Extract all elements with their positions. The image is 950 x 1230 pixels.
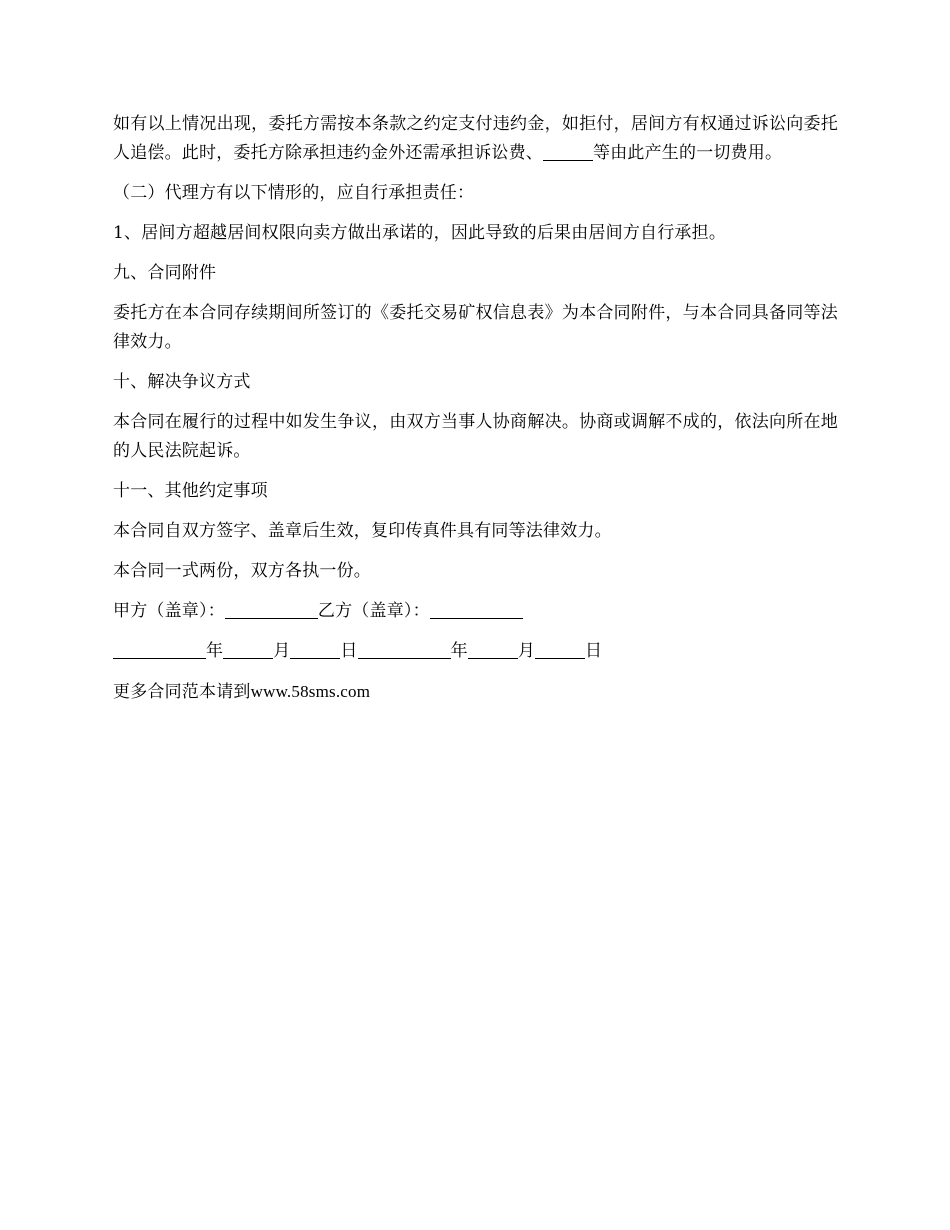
party-b-day-field[interactable]: [535, 640, 585, 659]
attachment-paragraph: 委托方在本合同存续期间所签订的《委托交易矿权信息表》为本合同附件，与本合同具备同等法律效力。: [113, 303, 838, 352]
party-b-seal-field[interactable]: [430, 600, 523, 619]
party-a-year-field[interactable]: [113, 640, 206, 659]
liability-item-1: 1、居间方超越居间权限向卖方做出承诺的，因此导致的后果由居间方自行承担。: [113, 223, 727, 243]
fee-blank-field[interactable]: [543, 142, 593, 161]
party-b-month-field[interactable]: [468, 640, 518, 659]
party-a-seal-field[interactable]: [225, 600, 318, 619]
year-label: 年: [206, 641, 224, 661]
party-b-year-field[interactable]: [358, 640, 451, 659]
penalty-text-start: 如有以上情况出现，委托方需按本条款之约定支付违约金，如拒付，居间方有权通过诉讼向委托人追偿。此时，委托方除承担违约金外还需承担诉讼费、: [113, 114, 838, 163]
footer-link[interactable]: www.58sms.com: [250, 682, 371, 701]
year-label: 年: [450, 641, 468, 661]
section-11-heading: 十一、其他约定事项: [113, 481, 268, 501]
date-line: [113, 637, 838, 666]
party-b-label: 乙方（盖章）：: [317, 601, 430, 621]
document-page: [113, 110, 838, 718]
footer-note: [113, 677, 838, 707]
penalty-text-end: 等由此产生的一切费用。: [593, 143, 783, 163]
day-label: 日: [585, 641, 603, 661]
effectiveness-paragraph: 本合同自双方签字、盖章后生效，复印传真件具有同等法律效力。: [113, 521, 612, 541]
dispute-paragraph: 本合同在履行的过程中如发生争议，由双方当事人协商解决。协商或调解不成的，依法向所在地的人民法院起诉。: [113, 412, 838, 461]
party-a-month-field[interactable]: [223, 640, 273, 659]
party-a-day-field[interactable]: [290, 640, 340, 659]
section-9-heading: 九、合同附件: [113, 263, 217, 283]
footer-text: 更多合同范本请到: [113, 682, 251, 702]
month-label: 月: [517, 641, 536, 661]
signature-line: [113, 597, 838, 626]
agent-liability-heading: （二）代理方有以下情形的，应自行承担责任：: [113, 183, 475, 203]
month-label: 月: [273, 641, 291, 661]
party-a-label: 甲方（盖章）：: [113, 601, 225, 621]
penalty-paragraph: [113, 110, 838, 168]
section-10-heading: 十、解决争议方式: [113, 372, 251, 392]
day-label: 日: [340, 641, 358, 661]
copies-paragraph: 本合同一式两份，双方各执一份。: [113, 561, 371, 581]
